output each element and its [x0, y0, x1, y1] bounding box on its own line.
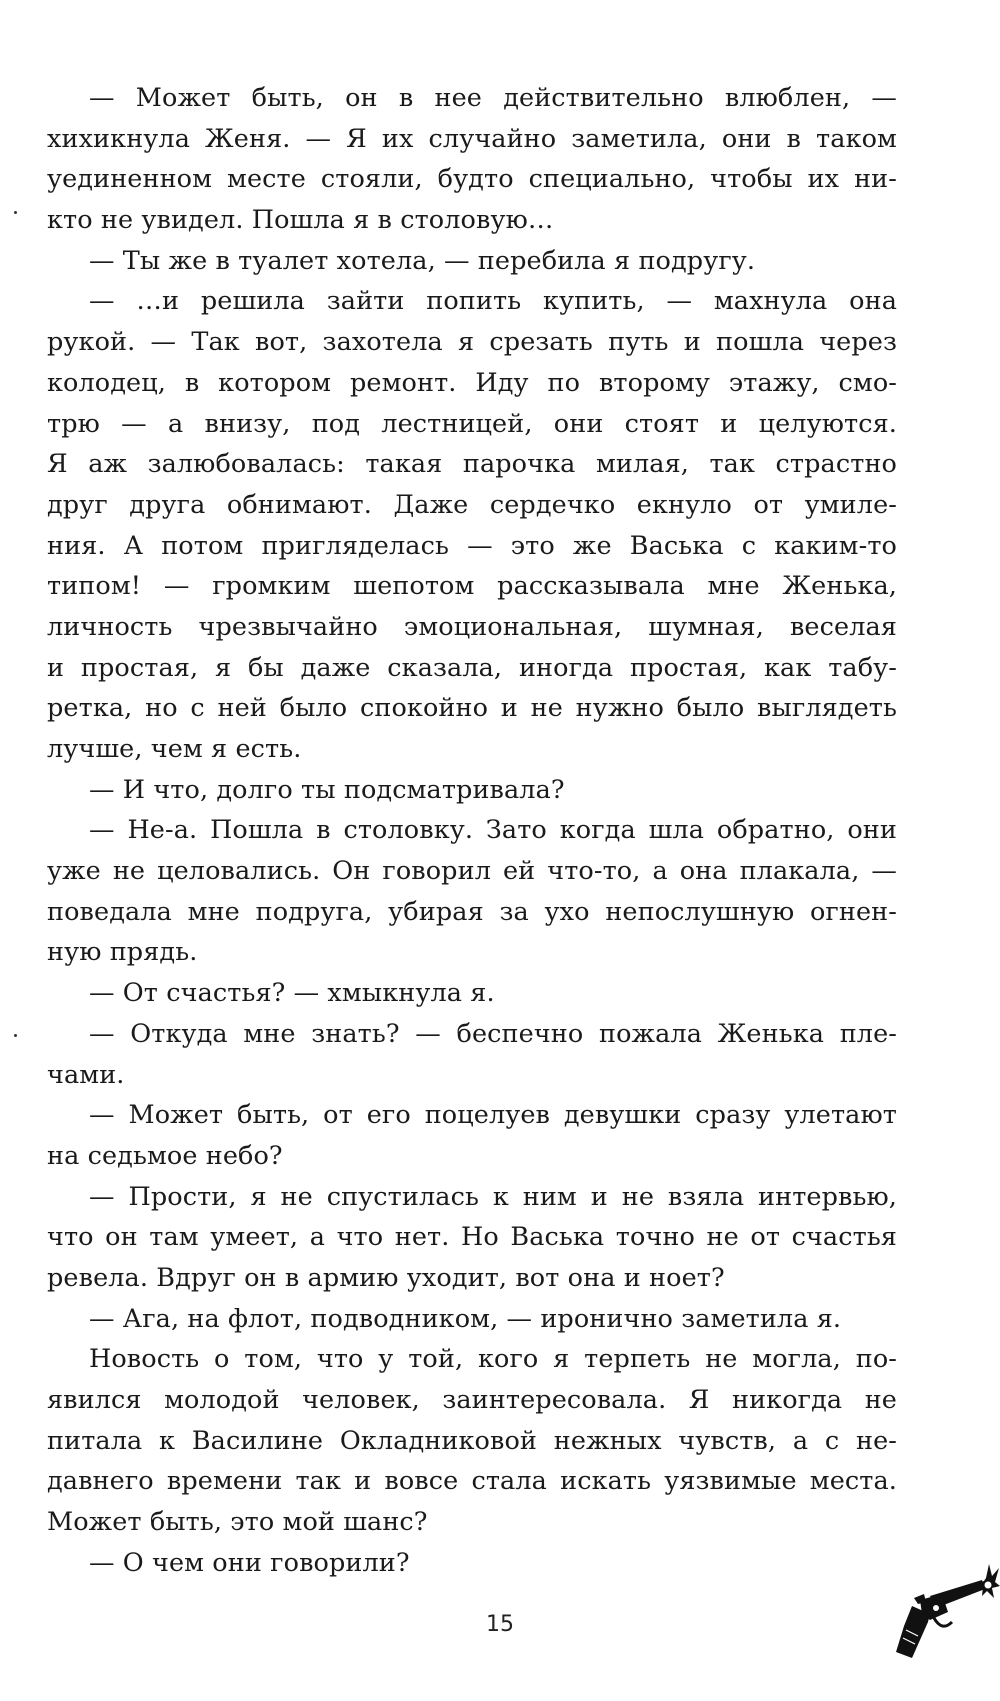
text-line: колодец, в котором ремонт. Иду по второму этажу, смо-: [47, 367, 897, 398]
text-line: питала к Василине Окладниковой нежных чувств, а с не-: [47, 1425, 897, 1456]
page-number: 15: [486, 1612, 514, 1637]
text-line: лучше, чем я есть.: [47, 734, 302, 764]
text-line: — Не-а. Пошла в столовку. Зато когда шла обратно, они: [89, 815, 897, 846]
text-line: ния. А потом пригляделась — это же Васька с каким-то: [47, 530, 897, 561]
text-line: на седьмое небо?: [47, 1140, 283, 1171]
margin-mark: [14, 211, 17, 214]
text-line: явился молодой человек, заинтересовала. Я никогда не: [47, 1385, 897, 1415]
text-line: что он там умеет, а что нет. Но Васька точно не от счастья: [47, 1222, 897, 1253]
text-line: хихикнула Женя. — Я их случайно заметила, они в таком: [47, 123, 897, 154]
text-line: — Может быть, от его поцелуев девушки сразу улетают: [89, 1100, 897, 1131]
text-line: — Ага, на флот, подводником, — иронично заметила я.: [89, 1303, 842, 1334]
revolver-icon: [890, 1556, 1000, 1666]
text-line: — О чем они говорили?: [89, 1547, 410, 1578]
text-line: ревела. Вдруг он в армию уходит, вот она и ноет?: [47, 1262, 725, 1293]
text-line: — От счастья? — хмыкнула я.: [89, 978, 495, 1009]
text-line: — Откуда мне знать? — беспечно пожала Женька пле-: [89, 1018, 897, 1049]
text-line: — Может быть, он в нее действительно влюблен, —: [89, 83, 897, 113]
text-line: кто не увидел. Пошла я в столовую…: [47, 205, 554, 236]
text-line: — …и решила зайти попить купить, — махнула она: [89, 286, 897, 317]
text-line: уже не целовались. Он говорил ей что-то, а она плакала, —: [47, 856, 897, 887]
text-line: рукой. — Так вот, захотела я срезать путь и пошла через: [47, 327, 897, 358]
text-line: Может быть, это мой шанс?: [47, 1507, 428, 1538]
text-line: чами.: [47, 1059, 125, 1090]
text-line: и простая, я бы даже сказала, иногда простая, как табу-: [47, 652, 897, 683]
text-line: трю — а внизу, под лестницей, они стоят и целуются.: [47, 408, 897, 439]
text-line: — Ты же в туалет хотела, — перебила я подругу.: [89, 245, 756, 276]
text-line: — Прости, я не спустилась к ним и не взяла интервью,: [89, 1181, 897, 1212]
text-line: поведала мне подруга, убирая за ухо непослушную огнен-: [47, 896, 897, 927]
text-line: давнего времени так и вовсе стала искать уязвимые места.: [47, 1466, 897, 1497]
text-line: личность чрезвычайно эмоциональная, шумная, веселая: [47, 611, 897, 642]
text-line: Новость о том, что у той, кого я терпеть не могла, по-: [89, 1344, 897, 1375]
text-line: типом! — громким шепотом рассказывала мне Женька,: [47, 571, 897, 602]
text-line: уединенном месте стояли, будто специально, чтобы их ни-: [47, 164, 897, 195]
text-line: ретка, но с ней было спокойно и не нужно было выглядеть: [47, 693, 897, 724]
text-line: Я аж залюбовалась: такая парочка милая, так страстно: [47, 449, 897, 480]
text-line: ную прядь.: [47, 937, 198, 968]
margin-mark: [14, 1034, 17, 1037]
body-text: [47, 78, 897, 1583]
text-line: — И что, долго ты подсматривала?: [89, 774, 565, 805]
text-line: друг друга обнимают. Даже сердечко екнуло от умиле-: [47, 489, 897, 520]
